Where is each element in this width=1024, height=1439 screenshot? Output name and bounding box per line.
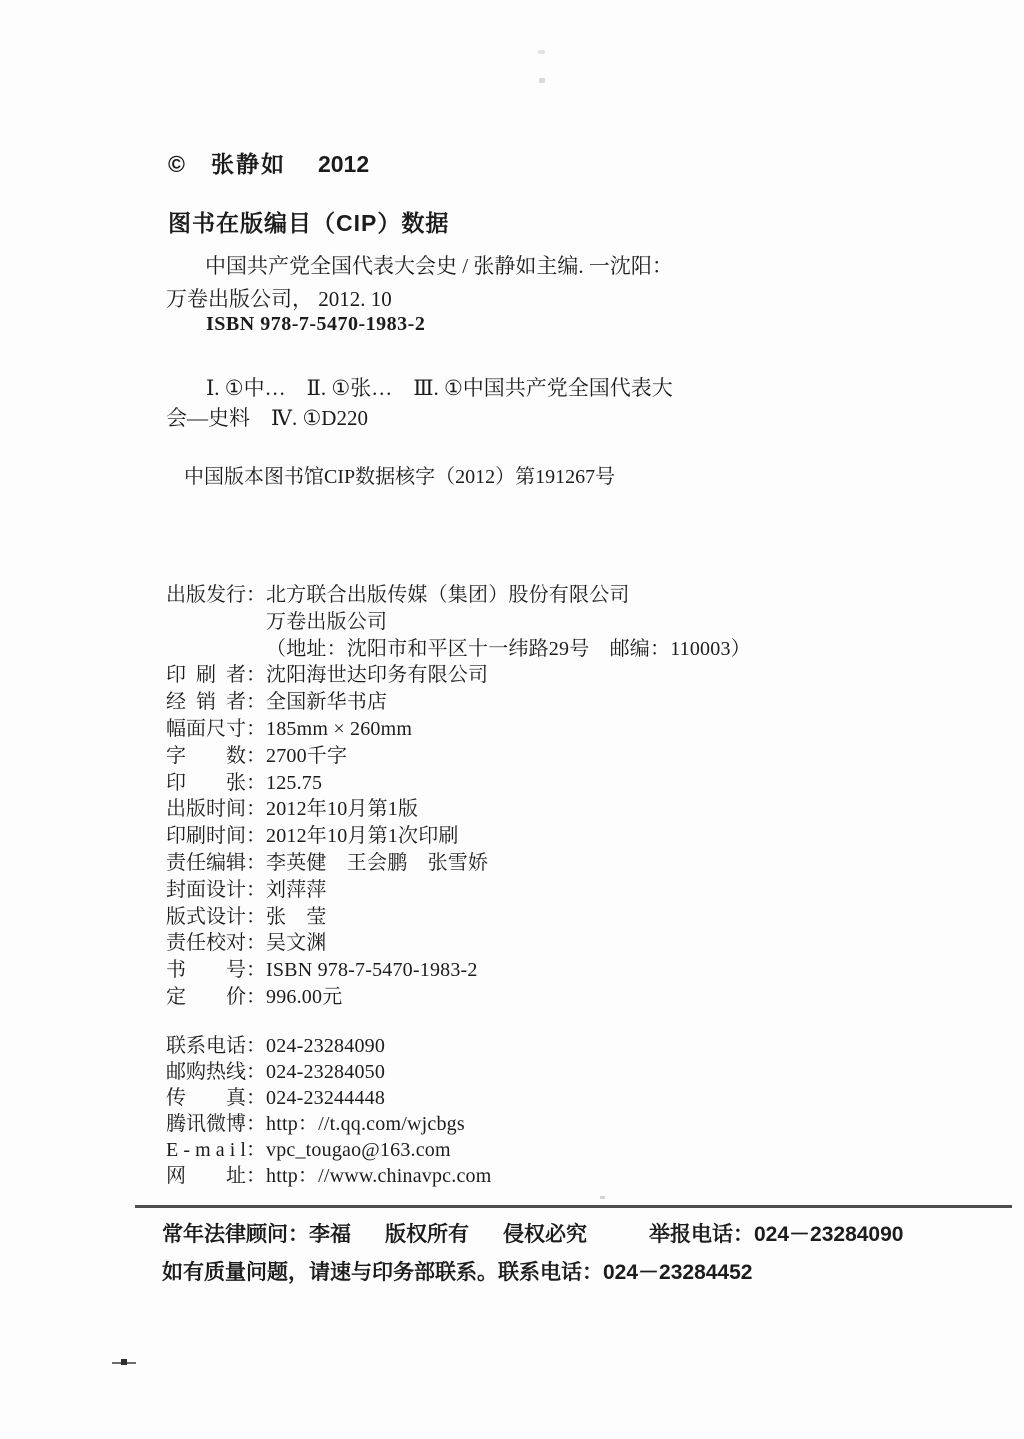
info-row <box>166 823 751 850</box>
label-colon: ： <box>246 825 266 848</box>
label-colon: ： <box>246 959 266 982</box>
label-colon: ： <box>246 1165 266 1187</box>
info-row <box>166 743 751 770</box>
info-label: 书号 <box>166 959 246 982</box>
infringement-warning: 侵权必究 <box>503 1223 587 1246</box>
legal-notice-line-1 <box>162 1218 903 1248</box>
info-row <box>166 1137 491 1163</box>
label-colon: ： <box>246 985 266 1008</box>
info-value: 2700千字 <box>266 744 348 767</box>
scan-speck <box>539 78 545 83</box>
cip-classification-line-1: Ⅰ. ①中… Ⅱ. ①张… Ⅲ. ①中国共产党全国代表大 <box>206 376 673 400</box>
legal-notice-line-2: 如有质量问题，请速与印务部联系。联系电话：024－23284452 <box>162 1261 753 1284</box>
info-label: 传真 <box>166 1087 246 1109</box>
info-label: 字数 <box>166 744 246 767</box>
label-colon: ： <box>246 1061 266 1083</box>
info-value: 万卷出版公司 <box>266 610 388 633</box>
info-label: 幅面尺寸 <box>166 717 246 740</box>
horizontal-rule <box>135 1205 1012 1208</box>
label-colon: ： <box>246 664 266 687</box>
info-label: 责任校对 <box>166 932 246 955</box>
label-colon: ： <box>246 691 266 714</box>
copyright-holder: 张静如 <box>210 151 286 177</box>
cip-classification-line-2: 会—史料 Ⅳ. ①D220 <box>166 406 368 430</box>
cip-title-line: 中国共产党全国代表大会史 / 张静如主编. 一沈阳： <box>205 254 673 278</box>
info-label: E - m a i l <box>166 1139 246 1161</box>
info-row <box>166 877 751 904</box>
info-label: 版式设计 <box>166 905 246 928</box>
label-colon: ： <box>246 905 266 928</box>
info-label: 联系电话 <box>166 1035 246 1057</box>
info-label: 网址 <box>166 1165 246 1187</box>
info-value: 024-23284090 <box>266 1035 386 1057</box>
label-colon: ： <box>246 717 266 740</box>
label-colon: ： <box>246 932 266 955</box>
scan-speck <box>538 50 545 54</box>
legal-counsel: 常年法律顾问：李福 <box>162 1223 351 1246</box>
info-value: ISBN 978-7-5470-1983-2 <box>266 959 478 982</box>
info-label: 定价 <box>166 985 246 1008</box>
info-value: （地址：沈阳市和平区十一纬路29号 邮编：110003） <box>266 637 751 660</box>
copyright-year: 2012 <box>317 151 370 177</box>
info-row <box>166 582 751 609</box>
report-phone: 举报电话：024－23284090 <box>649 1223 904 1246</box>
copyright-line <box>168 146 369 179</box>
info-row <box>166 850 751 877</box>
label-colon: ： <box>246 798 266 821</box>
info-label: 邮购热线 <box>166 1061 246 1083</box>
info-value: 2012年10月第1版 <box>266 798 419 821</box>
info-row <box>166 904 751 931</box>
info-row <box>166 1163 491 1189</box>
label-colon: ： <box>246 1139 266 1161</box>
info-label: 印张 <box>166 771 246 794</box>
info-value: 吴文渊 <box>266 932 327 955</box>
info-row <box>166 689 751 716</box>
info-value: 沈阳海世达印务有限公司 <box>266 664 489 687</box>
cip-heading: 图书在版编目（CIP）数据 <box>168 210 450 236</box>
info-row <box>166 1059 491 1085</box>
info-value: http：//www.chinavpc.com <box>266 1165 492 1187</box>
info-value: 2012年10月第1次印刷 <box>266 825 459 848</box>
info-row <box>166 636 751 663</box>
info-value: 张 莹 <box>266 905 327 928</box>
info-row <box>166 957 751 984</box>
info-value: 024-23244448 <box>266 1087 386 1109</box>
info-label: 出版发行 <box>166 584 246 606</box>
label-colon: ： <box>246 1035 266 1057</box>
label-colon: ： <box>246 1113 266 1135</box>
info-row <box>166 662 751 689</box>
info-value: 李英健 王会鹏 张雪娇 <box>266 851 489 874</box>
rights-reserved: 版权所有 <box>385 1223 469 1246</box>
info-label: 出版时间 <box>166 798 246 821</box>
cip-publisher-line: 万卷出版公司， 2012. 10 <box>166 287 392 311</box>
info-label: 责任编辑 <box>166 851 246 874</box>
scan-speck <box>600 1196 605 1199</box>
info-row <box>166 796 751 823</box>
info-row <box>166 930 751 957</box>
cip-record-number: 中国版本图书馆CIP数据核字（2012）第191267号 <box>184 466 616 488</box>
info-row <box>166 609 751 636</box>
info-label: 印刷时间 <box>166 825 246 848</box>
info-value: vpc_tougao@163.com <box>266 1139 451 1161</box>
info-row <box>166 1033 491 1059</box>
info-row <box>166 1111 491 1137</box>
info-value: 北方联合出版传媒（集团）股份有限公司 <box>266 584 630 606</box>
label-colon: ： <box>246 744 266 767</box>
info-value: 024-23284050 <box>266 1061 386 1083</box>
scan-dash-artifact-dot <box>121 1359 127 1365</box>
cip-isbn: ISBN 978-7-5470-1983-2 <box>206 313 426 335</box>
label-colon: ： <box>246 584 266 606</box>
info-value: 全国新华书店 <box>266 691 388 714</box>
info-value: 996.00元 <box>266 985 343 1008</box>
publication-info-block <box>166 582 751 1011</box>
info-value: 185mm × 260mm <box>266 717 413 740</box>
info-label: 印刷者 <box>166 664 246 687</box>
label-colon: ： <box>246 771 266 794</box>
label-colon: ： <box>246 1087 266 1109</box>
label-colon: ： <box>246 878 266 901</box>
info-value: 125.75 <box>266 771 323 794</box>
info-row <box>166 1085 491 1111</box>
label-colon: ： <box>246 851 266 874</box>
info-value: 刘萍萍 <box>266 878 327 901</box>
info-row <box>166 716 751 743</box>
info-label: 经销者 <box>166 691 246 714</box>
info-label: 腾讯微博 <box>166 1113 246 1135</box>
copyright-symbol: © <box>168 151 185 177</box>
info-label: 封面设计 <box>166 878 246 901</box>
info-row <box>166 770 751 797</box>
info-value: http：//t.qq.com/wjcbgs <box>266 1113 465 1135</box>
contact-info-block <box>166 1033 491 1189</box>
info-row <box>166 984 751 1011</box>
